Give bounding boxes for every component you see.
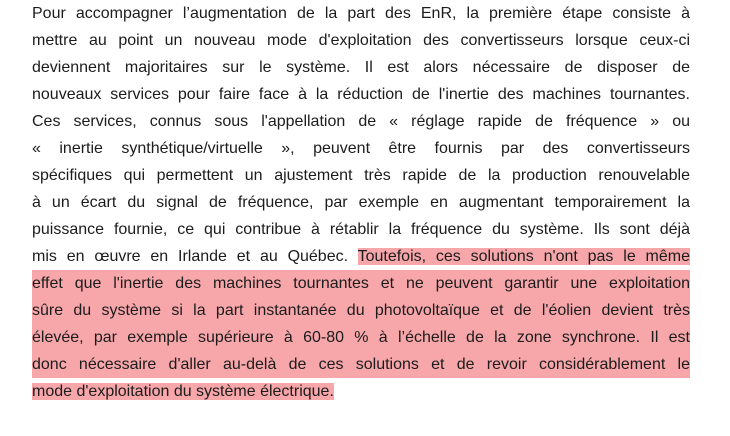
paragraph-line-mixed bbox=[32, 243, 690, 270]
paragraph-line: puissance fournie, ce qui contribue à rétablir la fréquence du système. Ils sont déjà bbox=[32, 221, 690, 238]
paragraph-line: Pour accompagner l’augmentation de la part des EnR, la première étape consiste à bbox=[32, 5, 690, 22]
paragraph-line: mettre au point un nouveau mode d'exploitation des convertisseurs lorsque ceux-ci bbox=[32, 32, 690, 49]
paragraph-line: deviennent majoritaires sur le système. Il est alors nécessaire de disposer de bbox=[32, 59, 690, 76]
paragraph-line: « inertie synthétique/virtuelle », peuvent être fournis par des convertisseurs bbox=[32, 140, 690, 157]
paragraph-last-line bbox=[32, 378, 690, 405]
highlighted-line: effet que l'inertie des machines tournantes et ne peuvent garantir une exploitation bbox=[32, 270, 690, 297]
paragraph-line: à un écart du signal de fréquence, par exemple en augmentant temporairement la bbox=[32, 194, 690, 211]
highlighted-text: Toutefois, ces solutions n'ont pas le même bbox=[357, 248, 690, 265]
plain-text: mis en œuvre en Irlande et au Québec. bbox=[32, 248, 358, 265]
highlighted-text: mode d'exploitation du système électrique. bbox=[32, 383, 334, 400]
paragraph-line: Ces services, connus sous l'appellation de « réglage rapide de fréquence » ou bbox=[32, 113, 690, 130]
paragraph-line: nouveaux services pour faire face à la réduction de l'inertie des machines tournantes. bbox=[32, 86, 690, 103]
highlighted-line: élevée, par exemple supérieure à 60-80 % à l’échelle de la zone synchrone. Il est bbox=[32, 324, 690, 351]
paragraph-line: spécifiques qui permettent un ajustement très rapide de la production renouvelable bbox=[32, 167, 690, 184]
highlighted-line: donc nécessaire d'aller au-delà de ces solutions et de revoir considérablement le bbox=[32, 351, 690, 378]
highlighted-line: sûre du système si la part instantanée du photovoltaïque et de l'éolien devient très bbox=[32, 297, 690, 324]
